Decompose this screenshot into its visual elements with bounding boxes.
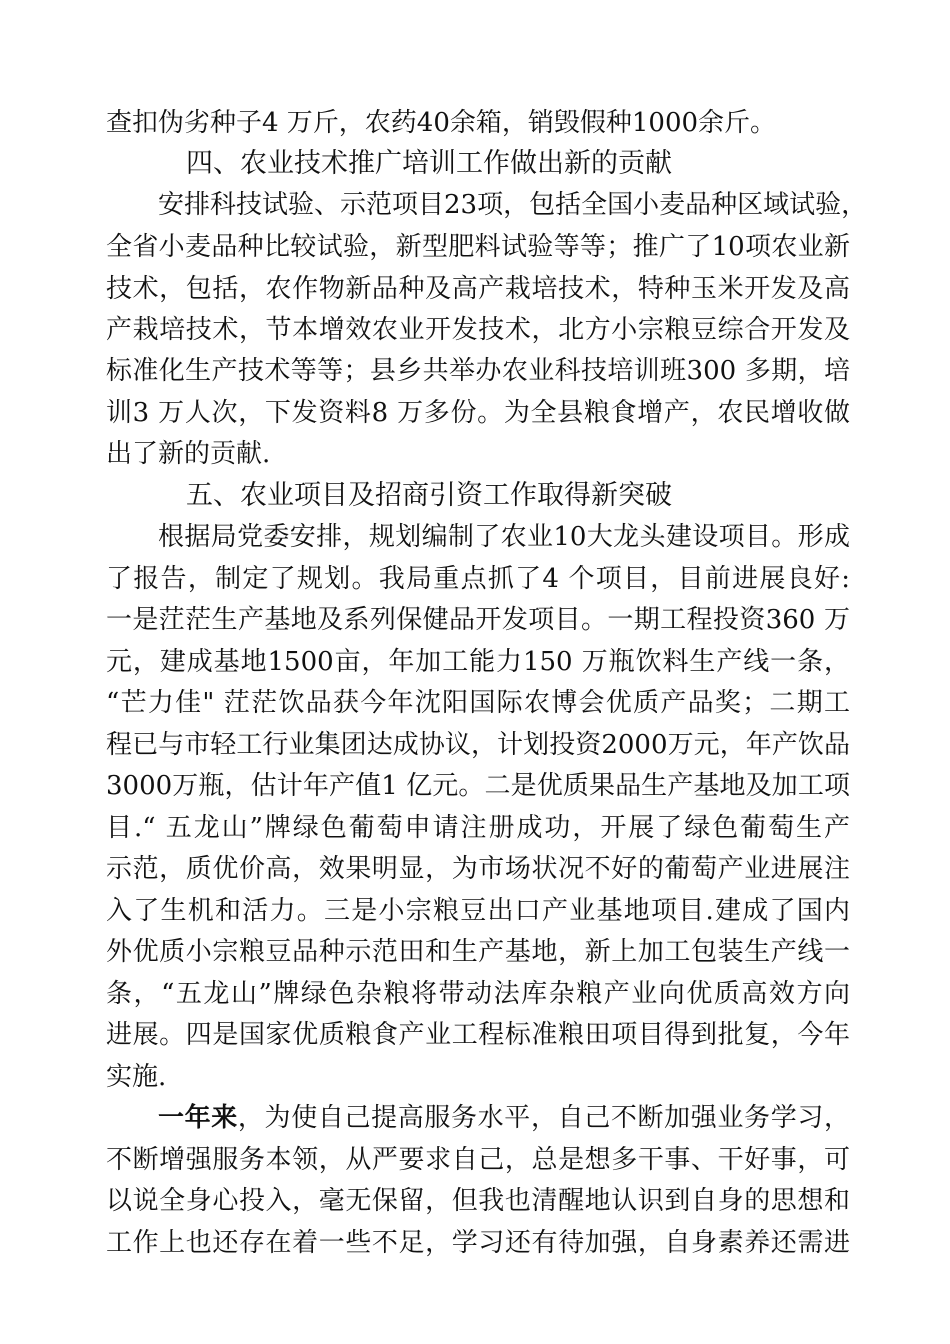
section-5-line-10: 入了生机和活力。三是小宗粮豆出口产业基地项目.建成了国内 (106, 896, 850, 926)
section-5-line-3: 一是茳茫生产基地及系列保健品开发项目。一期工程投资360 万 (106, 605, 850, 635)
closing-line-3: 以说全身心投入，毫无保留，但我也清醒地认识到自身的思想和 (106, 1186, 850, 1216)
closing-lead: 一年来 (158, 1103, 238, 1133)
section-5-line-9: 示范，质优价高，效果明显，为市场状况不好的葡萄产业进展注 (106, 854, 850, 884)
section-4-line-4: 产栽培技术，节本增效农业开发技术，北方小宗粮豆综合开发及 (106, 315, 850, 345)
closing-line-2: 不断增强服务本领，从严要求自己，总是想多干事、干好事，可 (106, 1145, 850, 1175)
section-5-line-12: 条，“五龙山”牌绿色杂粮将带动法库杂粮产业向优质高效方向 (106, 979, 850, 1009)
section-5-line-1: 根据局党委安排，规划编制了农业10大龙头建设项目。形成 (158, 522, 850, 552)
section-5-line-13: 进展。四是国家优质粮食产业工程标准粮田项目得到批复，今年 (106, 1020, 850, 1050)
section-4-line-6: 训3 万人次，下发资料8 万多份。为全县粮食增产，农民增收做 (106, 398, 850, 428)
section-5-line-7: 3000万瓶，估计年产值1 亿元。二是优质果品生产基地及加工项 (106, 771, 850, 801)
section-5-line-8: 目.“ 五龙山”牌绿色葡萄申请注册成功，开展了绿色葡萄生产 (106, 813, 850, 843)
section-4-heading: 四、农业技术推广培训工作做出新的贡献 (186, 148, 672, 179)
section-5-line-6: 程已与市轻工行业集团达成协议，计划投资2000万元，年产饮品 (106, 730, 850, 760)
section-5-heading: 五、农业项目及招商引资工作取得新突破 (186, 480, 672, 511)
section-4-line-1: 安排科技试验、示范项目23项，包括全国小麦品种区域试验， (158, 190, 868, 220)
section-5-line-2: 了报告，制定了规划。我局重点抓了4 个项目，目前进展良好: (106, 564, 850, 594)
section-4-line-3: 技术，包括，农作物新品种及高产栽培技术，特种玉米开发及高 (106, 274, 850, 304)
section-5-line-11: 外优质小宗粮豆品种示范田和生产基地，新上加工包装生产线一 (106, 937, 850, 967)
section-5-line-14: 实施. (106, 1062, 167, 1092)
closing-line-1 (158, 1098, 850, 1138)
closing-first-rest: ，为使自己提高服务水平，自己不断加强业务学习， (237, 1103, 850, 1133)
section-4-line-7: 出了新的贡献. (106, 439, 271, 469)
section-5-line-5: “芒力佳" 茳茫饮品获今年沈阳国际农博会优质产品奖；二期工 (106, 688, 850, 718)
carryover-line: 查扣伪劣种子4 万斤，农药40余箱，销毁假种1000余斤。 (106, 108, 777, 138)
closing-line-4: 工作上也还存在着一些不足，学习还有待加强，自身素养还需进 (106, 1228, 850, 1258)
section-4-line-5: 标准化生产技术等等；县乡共举办农业科技培训班300 多期，培 (106, 356, 850, 386)
section-4-line-2: 全省小麦品种比较试验，新型肥料试验等等；推广了10项农业新 (106, 232, 850, 262)
section-5-line-4: 元，建成基地1500亩，年加工能力150 万瓶饮料生产线一条， (106, 647, 850, 677)
